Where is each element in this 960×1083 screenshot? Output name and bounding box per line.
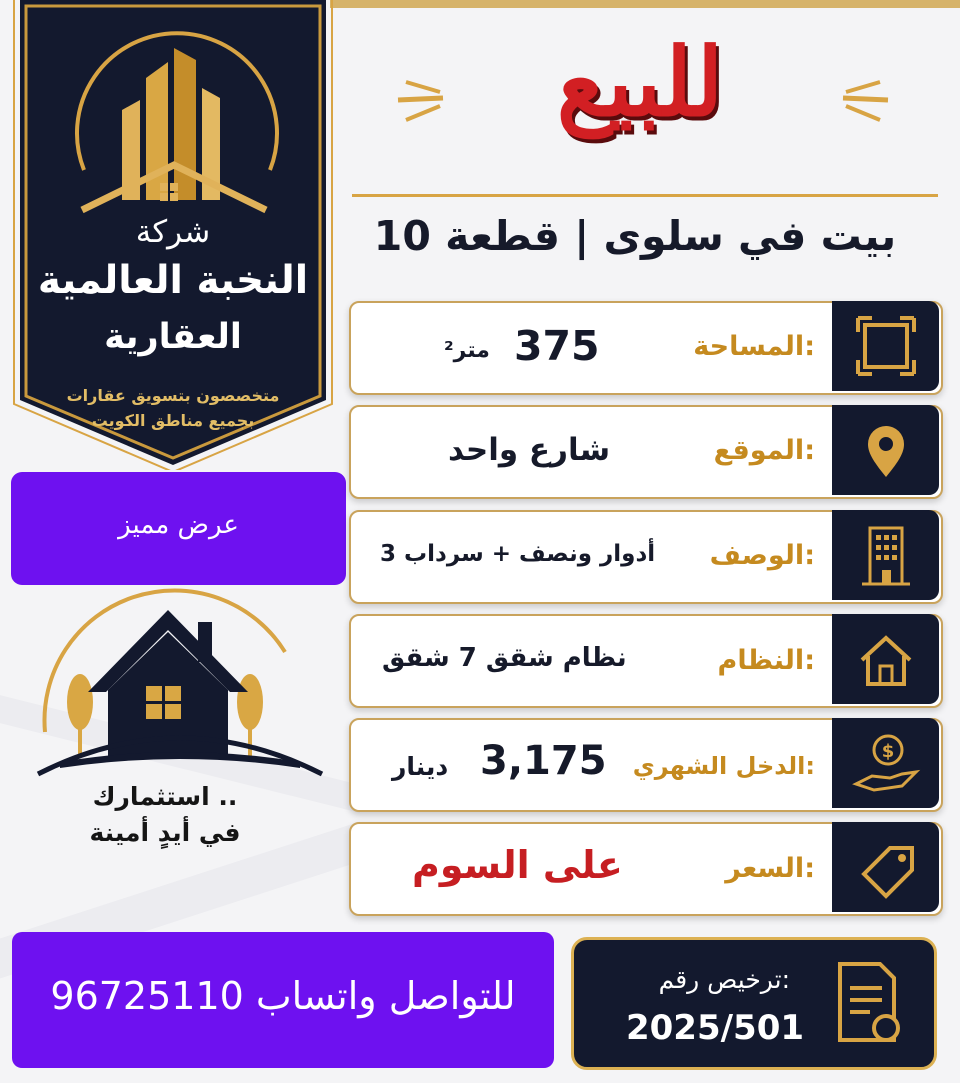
license-number: 2025/501 xyxy=(625,1008,805,1048)
svg-text:$: $ xyxy=(881,741,895,762)
divider xyxy=(352,194,938,197)
price-tag-icon xyxy=(832,822,939,912)
slogan-line-2: في أيدٍ أمينة xyxy=(89,818,241,847)
sparkle-left-icon xyxy=(388,72,448,132)
income-icon-box xyxy=(832,718,939,808)
description-label: الوصف: xyxy=(709,540,815,571)
house-icon xyxy=(30,582,330,782)
area-value: 375 xyxy=(514,322,600,370)
area-label: المساحة: xyxy=(693,331,815,362)
area-icon-box xyxy=(832,301,939,391)
area-unit: متر² xyxy=(444,338,490,363)
map-pin-icon xyxy=(832,405,939,495)
description-value: 3 أدوار ونصف + سرداب xyxy=(380,541,656,567)
offer-badge-label: عرض مميز xyxy=(118,510,239,540)
certificate-icon xyxy=(820,954,920,1054)
company-tagline-1: متخصصون بتسويق عقارات xyxy=(66,386,280,405)
top-gold-edge xyxy=(330,0,960,8)
license-label: ترخيص رقم: xyxy=(658,965,790,994)
price-icon-box xyxy=(832,822,939,912)
whatsapp-contact[interactable]: للتواصل واتساب 96725110 xyxy=(50,974,516,1018)
system-label: النظام: xyxy=(717,645,815,676)
location-value: شارع واحد xyxy=(448,432,611,468)
company-prefix: شركة xyxy=(135,214,211,250)
money-hand-icon xyxy=(832,718,939,808)
price-value: على السوم xyxy=(412,843,623,887)
description-icon-box xyxy=(832,510,939,600)
income-label: الدخل الشهري: xyxy=(632,752,815,780)
income-unit: دينار xyxy=(392,752,449,781)
slogan-line-1: استثمارك .. xyxy=(92,782,238,811)
company-tagline-2: بجميع مناطق الكويت xyxy=(91,411,255,430)
system-value: نظام شقق 7 شقق xyxy=(382,643,627,673)
company-type: العقارية xyxy=(104,317,242,357)
area-frame-icon xyxy=(832,301,939,391)
location-label: الموقع: xyxy=(713,435,815,466)
listing-headline: بيت في سلوى | قطعة 10 xyxy=(373,212,897,260)
price-label: السعر: xyxy=(725,853,815,884)
company-name: النخبة العالمية xyxy=(37,258,309,303)
for-sale-title: للبيع xyxy=(556,28,724,138)
sparkle-right-icon xyxy=(838,72,898,132)
building-icon xyxy=(832,510,939,600)
income-value: 3,175 xyxy=(480,738,607,784)
location-icon-box xyxy=(832,405,939,495)
house-outline-icon xyxy=(832,614,939,704)
system-icon-box xyxy=(832,614,939,704)
